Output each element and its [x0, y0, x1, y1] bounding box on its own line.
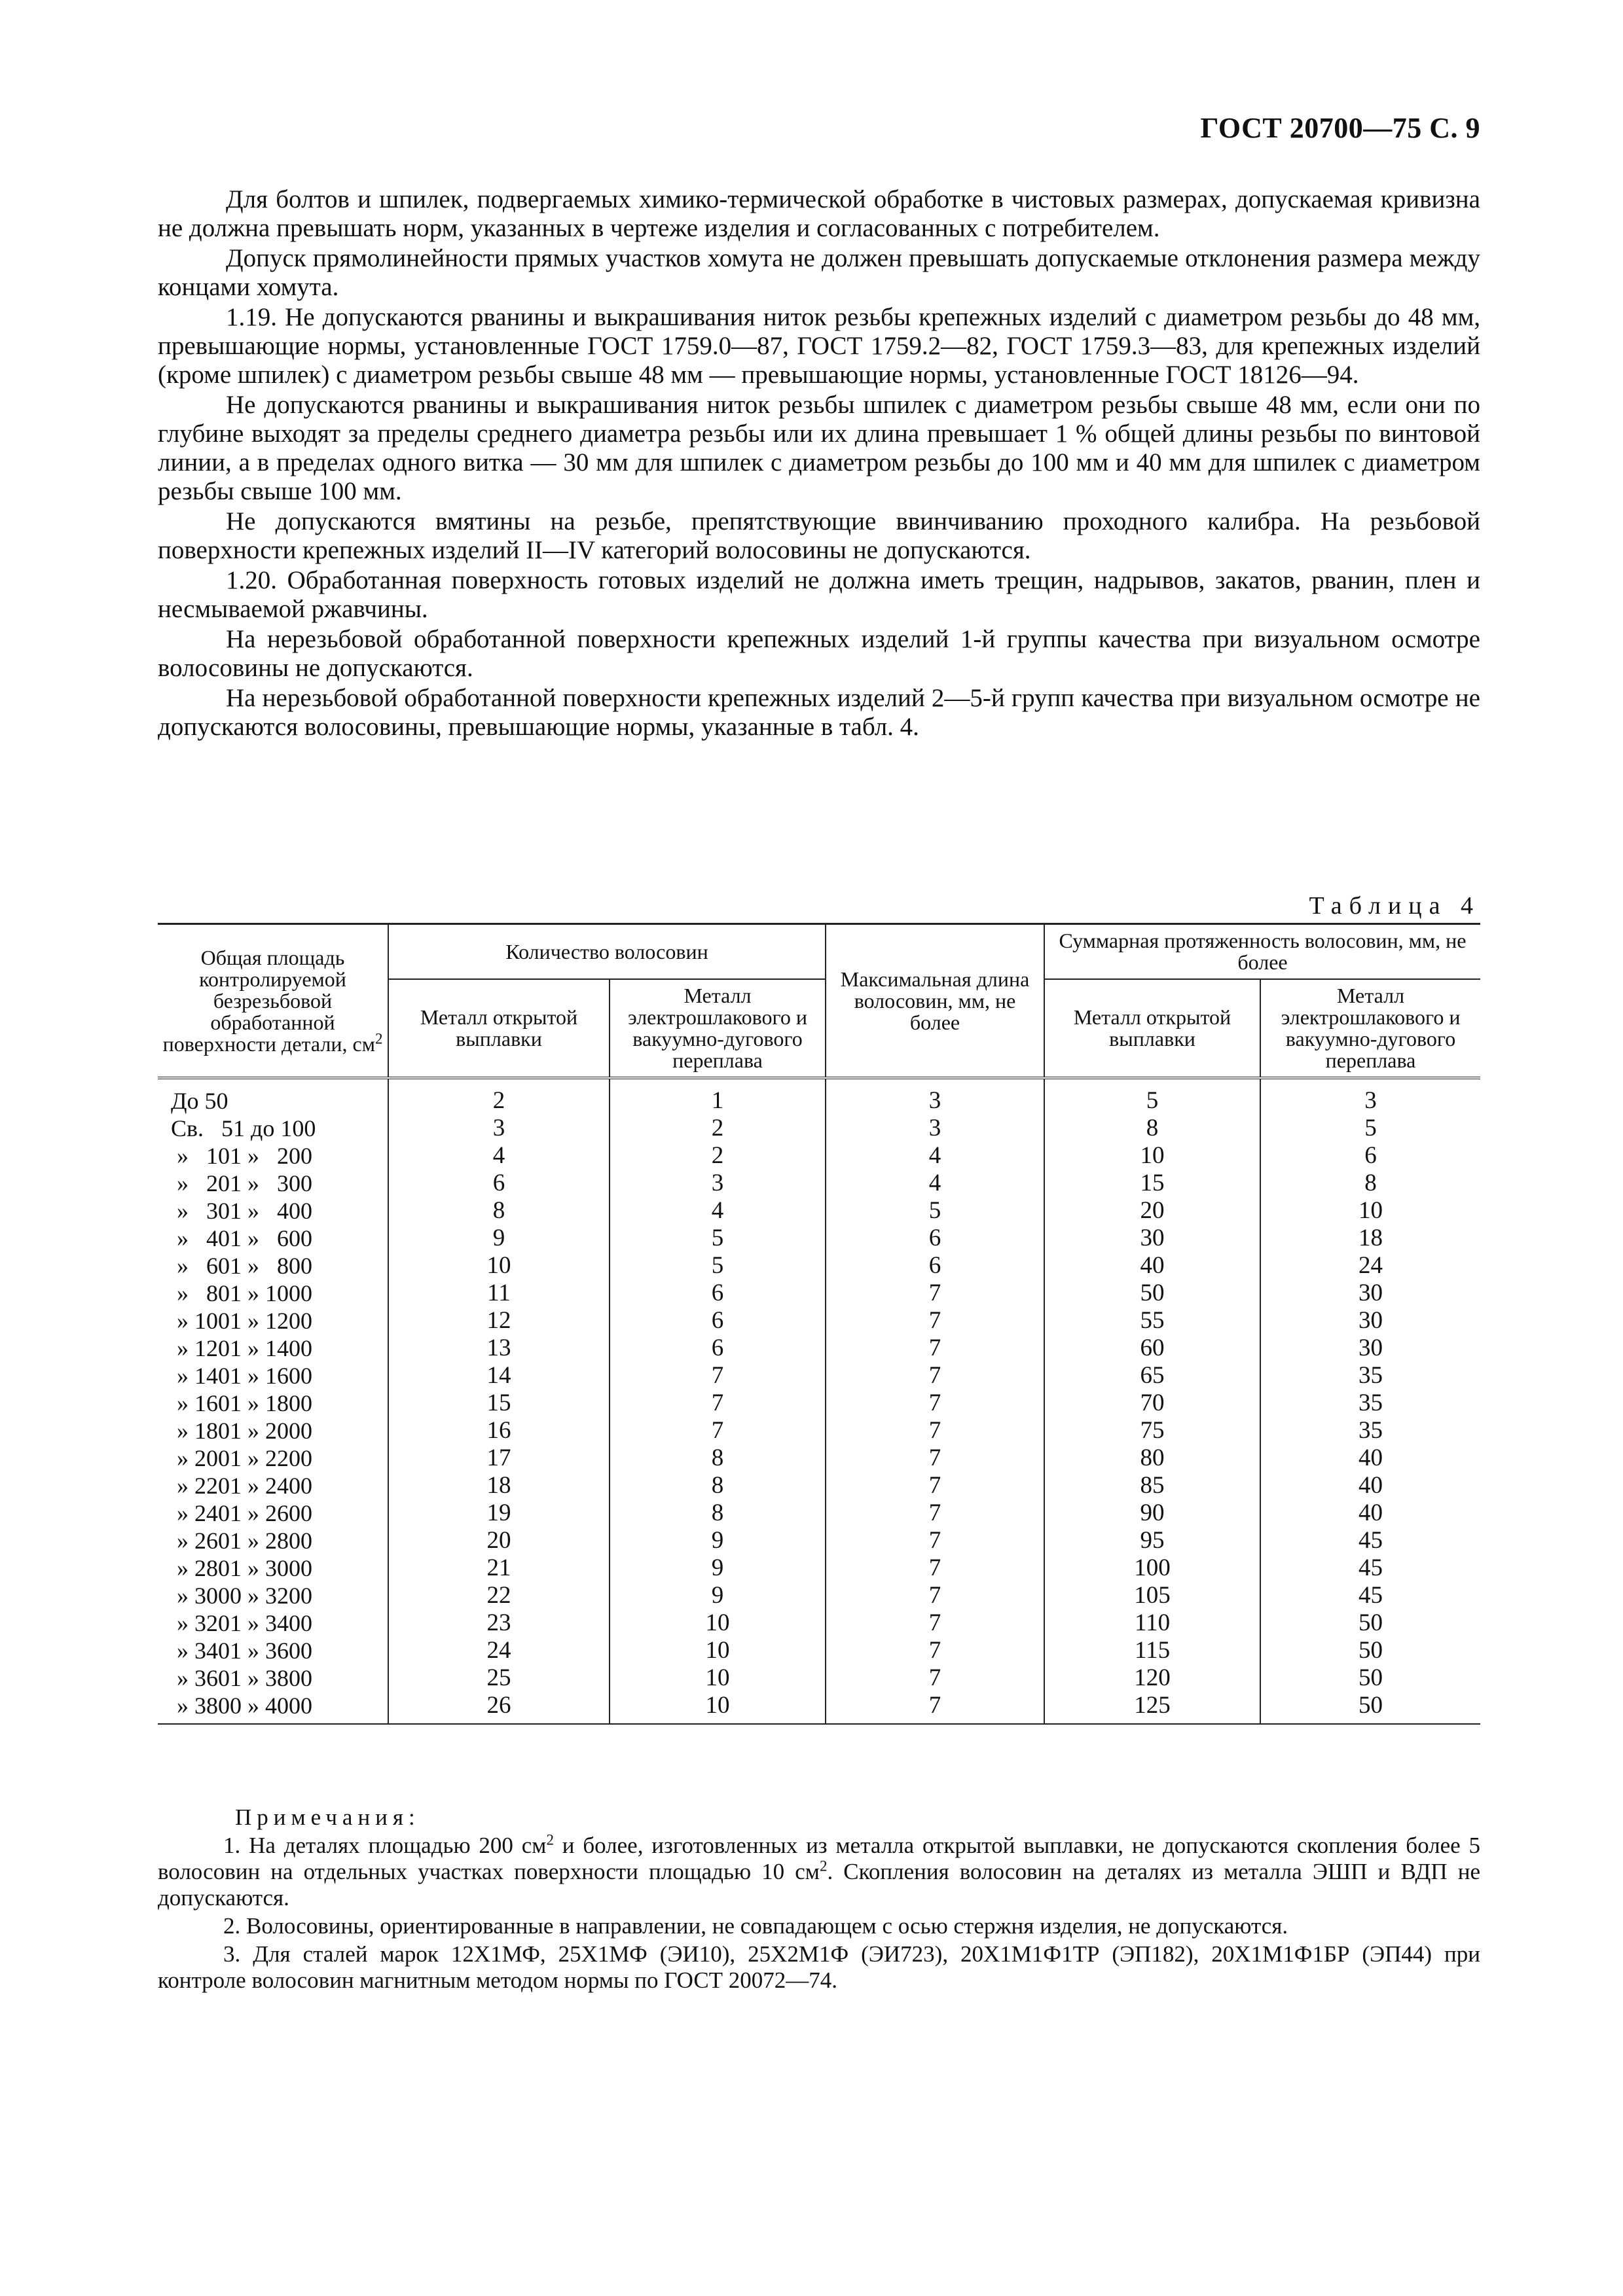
- cell-max-length: 7: [826, 1417, 1044, 1444]
- cell-total-remelt: 30: [1260, 1335, 1480, 1362]
- table-row: [158, 1078, 1480, 1115]
- cell-total-open-melt: 60: [1044, 1335, 1260, 1362]
- cell-count-remelt: 1: [610, 1078, 826, 1115]
- cell-area: » 3401 » 3600: [158, 1637, 388, 1664]
- cell-count-remelt: 8: [610, 1472, 826, 1499]
- cell-max-length: 7: [826, 1499, 1044, 1527]
- cell-area: » 1201 » 1400: [158, 1335, 388, 1362]
- cell-count-open-melt: 19: [388, 1499, 610, 1527]
- note-1: [158, 1833, 1480, 1911]
- note-2: 2. Волосовины, ориентированные в направлении, не совпадающем с осью стержня изделия, не допускаются.: [223, 1913, 1288, 1939]
- cell-max-length: 7: [826, 1582, 1044, 1609]
- paragraph: 1.19. Не допускаются рванины и выкрашивания ниток резьбы крепежных изделий с диаметром резьбы до 48 мм, превышающие нормы, установленные ГОСТ 1759.0—87, ГОСТ 1759.2—82, ГОСТ 1759.3—83, для крепежных изделий (кроме шпилек) с диаметром резьбы свыше 48 мм — превышающие нормы, установленные ГОСТ 18126—94.: [158, 303, 1480, 389]
- table-row: [158, 1390, 1480, 1417]
- table-row: [158, 1582, 1480, 1609]
- cell-area: » 1601 » 1800: [158, 1390, 388, 1417]
- table-row: [158, 1252, 1480, 1280]
- paragraph: На нерезьбовой обработанной поверхности крепежных изделий 2—5-й групп качества при визуальном осмотре не допускаются волосовины, превышающие нормы, указанные в табл. 4.: [158, 684, 1480, 741]
- cell-area: » 601 » 800: [158, 1252, 388, 1280]
- cell-total-remelt: 3: [1260, 1078, 1480, 1115]
- header-area-sup: 2: [374, 1030, 383, 1047]
- table-row: [158, 1609, 1480, 1637]
- cell-count-open-melt: 3: [388, 1115, 610, 1142]
- table-row: [158, 1444, 1480, 1472]
- table-row: [158, 1637, 1480, 1664]
- note-1-text-a: 1. На деталях площадью 200 см: [223, 1833, 547, 1858]
- note-1-sup-2: 2: [819, 1857, 828, 1874]
- hair-lines-table: [158, 923, 1480, 1725]
- cell-area: » 1801 » 2000: [158, 1417, 388, 1444]
- cell-count-remelt: 10: [610, 1664, 826, 1692]
- note-3: 3. Для сталей марок 12Х1МФ, 25Х1МФ (ЭИ10), 25Х2М1Ф (ЭИ723), 20Х1М1Ф1ТР (ЭП182), 20Х1М1Ф1БР (ЭП44) при контроле волосовин магнитным методом нормы по ГОСТ 20072—74.: [158, 1941, 1480, 1993]
- cell-count-open-melt: 16: [388, 1417, 610, 1444]
- cell-total-open-melt: 120: [1044, 1664, 1260, 1692]
- cell-area: » 3601 » 3800: [158, 1664, 388, 1692]
- table-row: [158, 1335, 1480, 1362]
- cell-area: » 2601 » 2800: [158, 1527, 388, 1554]
- cell-max-length: 7: [826, 1390, 1044, 1417]
- table-row: [158, 1692, 1480, 1724]
- paragraph: На нерезьбовой обработанной поверхности крепежных изделий 1-й группы качества при визуальном осмотре волосовины не допускаются.: [158, 625, 1480, 682]
- cell-total-remelt: 8: [1260, 1170, 1480, 1197]
- table-row: [158, 1417, 1480, 1444]
- cell-count-remelt: 5: [610, 1225, 826, 1252]
- cell-count-open-melt: 22: [388, 1582, 610, 1609]
- table-row: [158, 1499, 1480, 1527]
- paragraph: Не допускаются рванины и выкрашивания ниток резьбы шпилек с диаметром резьбы свыше 48 мм, если они по глубине выходят за пределы среднего диаметра резьбы или их длина превышает 1 % общей длины резьбы по винтовой линии, а в пределах одного витка — 30 мм для шпилек с диаметром резьбы до 100 мм и 40 мм для шпилек с диаметром резьбы свыше 100 мм.: [158, 391, 1480, 505]
- table-row: [158, 1362, 1480, 1390]
- cell-total-open-melt: 70: [1044, 1390, 1260, 1417]
- cell-count-remelt: 10: [610, 1609, 826, 1637]
- table-body: [158, 1078, 1480, 1724]
- page-header: ГОСТ 20700—75 С. 9: [1200, 112, 1480, 144]
- cell-total-remelt: 30: [1260, 1280, 1480, 1307]
- cell-count-open-melt: 13: [388, 1335, 610, 1362]
- cell-count-open-melt: 2: [388, 1078, 610, 1115]
- paragraph: Допуск прямолинейности прямых участков хомута не должен превышать допускаемые отклонения размера между концами хомута.: [158, 244, 1480, 301]
- cell-count-remelt: 2: [610, 1115, 826, 1142]
- cell-total-remelt: 35: [1260, 1390, 1480, 1417]
- table-row: [158, 1307, 1480, 1335]
- cell-count-remelt: 7: [610, 1362, 826, 1390]
- cell-total-remelt: 40: [1260, 1444, 1480, 1472]
- cell-total-open-melt: 115: [1044, 1637, 1260, 1664]
- cell-count-remelt: 8: [610, 1499, 826, 1527]
- cell-count-remelt: 6: [610, 1335, 826, 1362]
- cell-max-length: 6: [826, 1225, 1044, 1252]
- cell-area: » 3800 » 4000: [158, 1692, 388, 1724]
- cell-total-remelt: 50: [1260, 1609, 1480, 1637]
- cell-max-length: 4: [826, 1142, 1044, 1170]
- cell-total-remelt: 10: [1260, 1197, 1480, 1225]
- cell-max-length: 7: [826, 1307, 1044, 1335]
- cell-total-remelt: 40: [1260, 1472, 1480, 1499]
- header-max-length: Максимальная длина волосовин, мм, не более: [826, 924, 1044, 1079]
- cell-count-open-melt: 6: [388, 1170, 610, 1197]
- cell-count-open-melt: 20: [388, 1527, 610, 1554]
- header-count-group: Количество волосовин: [388, 924, 826, 980]
- cell-max-length: 6: [826, 1252, 1044, 1280]
- cell-total-open-melt: 100: [1044, 1554, 1260, 1582]
- cell-max-length: 7: [826, 1362, 1044, 1390]
- cell-total-open-melt: 20: [1044, 1197, 1260, 1225]
- cell-count-remelt: 7: [610, 1417, 826, 1444]
- note-1-text-c: . Скопления волосовин на деталях из металла ЭШП и ВДП не допускаются.: [158, 1859, 1480, 1910]
- header-total-group: Суммарная протяженность волосовин, мм, не более: [1044, 924, 1480, 980]
- notes: [158, 1804, 1480, 1996]
- cell-area: » 2001 » 2200: [158, 1444, 388, 1472]
- cell-count-open-melt: 4: [388, 1142, 610, 1170]
- cell-max-length: 7: [826, 1554, 1044, 1582]
- cell-count-open-melt: 12: [388, 1307, 610, 1335]
- cell-total-remelt: 30: [1260, 1307, 1480, 1335]
- cell-max-length: 7: [826, 1472, 1044, 1499]
- cell-total-remelt: 45: [1260, 1582, 1480, 1609]
- header-area: [158, 924, 388, 1079]
- cell-count-remelt: 7: [610, 1390, 826, 1417]
- table-row: [158, 1472, 1480, 1499]
- cell-count-remelt: 4: [610, 1197, 826, 1225]
- table-row: [158, 1280, 1480, 1307]
- cell-total-open-melt: 110: [1044, 1609, 1260, 1637]
- cell-max-length: 7: [826, 1280, 1044, 1307]
- table-row: [158, 1115, 1480, 1142]
- cell-max-length: 3: [826, 1078, 1044, 1115]
- note-1-text-b: и более, изготовленных из металла открытой выплавки, не допускаются скопления более 5 волосовин на отдельных участках поверхности площадью 10 см: [158, 1833, 1480, 1884]
- table-row: [158, 1664, 1480, 1692]
- paragraph: 1.20. Обработанная поверхность готовых изделий не должна иметь трещин, надрывов, закатов, рванин, плен и несмываемой ржавчины.: [158, 566, 1480, 623]
- cell-area: » 801 » 1000: [158, 1280, 388, 1307]
- cell-count-open-melt: 15: [388, 1390, 610, 1417]
- cell-total-open-melt: 75: [1044, 1417, 1260, 1444]
- header-count-remelt: Металл электрошлакового и вакуумно-дугового переплава: [610, 979, 826, 1078]
- cell-count-open-melt: 11: [388, 1280, 610, 1307]
- cell-total-remelt: 35: [1260, 1362, 1480, 1390]
- cell-count-remelt: 10: [610, 1637, 826, 1664]
- header-count-open-melt: Металл открытой выплавки: [388, 979, 610, 1078]
- cell-max-length: 4: [826, 1170, 1044, 1197]
- cell-total-open-melt: 80: [1044, 1444, 1260, 1472]
- table-row: [158, 1225, 1480, 1252]
- cell-max-length: 5: [826, 1197, 1044, 1225]
- cell-area: » 1401 » 1600: [158, 1362, 388, 1390]
- cell-max-length: 7: [826, 1335, 1044, 1362]
- cell-total-open-melt: 8: [1044, 1115, 1260, 1142]
- paragraph: Не допускаются вмятины на резьбе, препятствующие ввинчиванию проходного калибра. На резьбовой поверхности крепежных изделий II—IV категорий волосовины не допускаются.: [158, 507, 1480, 564]
- paragraph: Для болтов и шпилек, подвергаемых химико-термической обработке в чистовых размерах, допускаемая кривизна не должна превышать норм, указанных в чертеже изделия и согласованных с потребителем.: [158, 185, 1480, 242]
- header-area-text: Общая площадь контролируемой безрезьбовой обработанной поверхности детали, см: [162, 945, 375, 1056]
- cell-total-open-melt: 85: [1044, 1472, 1260, 1499]
- cell-total-open-melt: 40: [1044, 1252, 1260, 1280]
- table-4: [158, 923, 1480, 1725]
- cell-total-remelt: 18: [1260, 1225, 1480, 1252]
- cell-total-remelt: 50: [1260, 1692, 1480, 1724]
- cell-total-open-melt: 65: [1044, 1362, 1260, 1390]
- cell-area: » 3000 » 3200: [158, 1582, 388, 1609]
- cell-area: » 3201 » 3400: [158, 1609, 388, 1637]
- cell-count-open-melt: 17: [388, 1444, 610, 1472]
- cell-total-remelt: 45: [1260, 1527, 1480, 1554]
- cell-max-length: 7: [826, 1527, 1044, 1554]
- cell-count-remelt: 9: [610, 1527, 826, 1554]
- cell-total-remelt: 6: [1260, 1142, 1480, 1170]
- cell-count-remelt: 5: [610, 1252, 826, 1280]
- cell-count-remelt: 3: [610, 1170, 826, 1197]
- cell-area: До 50: [158, 1078, 388, 1115]
- cell-total-open-melt: 55: [1044, 1307, 1260, 1335]
- cell-max-length: 7: [826, 1444, 1044, 1472]
- cell-area: » 1001 » 1200: [158, 1307, 388, 1335]
- cell-max-length: 7: [826, 1692, 1044, 1724]
- cell-count-open-melt: 23: [388, 1609, 610, 1637]
- cell-total-remelt: 35: [1260, 1417, 1480, 1444]
- cell-total-open-melt: 5: [1044, 1078, 1260, 1115]
- cell-total-open-melt: 15: [1044, 1170, 1260, 1197]
- cell-count-open-melt: 10: [388, 1252, 610, 1280]
- table-row: [158, 1554, 1480, 1582]
- cell-total-remelt: 40: [1260, 1499, 1480, 1527]
- cell-total-remelt: 24: [1260, 1252, 1480, 1280]
- cell-total-remelt: 45: [1260, 1554, 1480, 1582]
- cell-total-remelt: 50: [1260, 1637, 1480, 1664]
- header-total-remelt: Металл электрошлакового и вакуумно-дугового переплава: [1260, 979, 1480, 1078]
- cell-count-open-melt: 18: [388, 1472, 610, 1499]
- cell-total-open-melt: 95: [1044, 1527, 1260, 1554]
- cell-total-open-melt: 10: [1044, 1142, 1260, 1170]
- cell-count-open-melt: 26: [388, 1692, 610, 1724]
- cell-area: Св. 51 до 100: [158, 1115, 388, 1142]
- cell-count-open-melt: 24: [388, 1637, 610, 1664]
- cell-count-open-melt: 14: [388, 1362, 610, 1390]
- cell-max-length: 7: [826, 1609, 1044, 1637]
- cell-total-open-melt: 105: [1044, 1582, 1260, 1609]
- cell-count-remelt: 6: [610, 1307, 826, 1335]
- cell-total-open-melt: 30: [1044, 1225, 1260, 1252]
- note-1-sup-1: 2: [546, 1831, 554, 1848]
- cell-max-length: 3: [826, 1115, 1044, 1142]
- cell-area: » 101 » 200: [158, 1142, 388, 1170]
- cell-total-remelt: 50: [1260, 1664, 1480, 1692]
- cell-max-length: 7: [826, 1637, 1044, 1664]
- cell-area: » 301 » 400: [158, 1197, 388, 1225]
- cell-area: » 2201 » 2400: [158, 1472, 388, 1499]
- cell-count-remelt: 6: [610, 1280, 826, 1307]
- cell-area: » 2401 » 2600: [158, 1499, 388, 1527]
- cell-max-length: 7: [826, 1664, 1044, 1692]
- notes-title: Примечания:: [235, 1804, 420, 1830]
- table-row: [158, 1527, 1480, 1554]
- header-total-open-melt: Металл открытой выплавки: [1044, 979, 1260, 1078]
- cell-total-remelt: 5: [1260, 1115, 1480, 1142]
- table-row: [158, 1170, 1480, 1197]
- cell-area: » 2801 » 3000: [158, 1554, 388, 1582]
- table-row: [158, 1142, 1480, 1170]
- cell-count-open-melt: 9: [388, 1225, 610, 1252]
- cell-count-open-melt: 21: [388, 1554, 610, 1582]
- cell-count-remelt: 9: [610, 1554, 826, 1582]
- cell-count-remelt: 8: [610, 1444, 826, 1472]
- cell-count-remelt: 2: [610, 1142, 826, 1170]
- cell-count-remelt: 10: [610, 1692, 826, 1724]
- cell-area: » 201 » 300: [158, 1170, 388, 1197]
- cell-total-open-melt: 90: [1044, 1499, 1260, 1527]
- cell-count-remelt: 9: [610, 1582, 826, 1609]
- table-row: [158, 1197, 1480, 1225]
- cell-area: » 401 » 600: [158, 1225, 388, 1252]
- cell-count-open-melt: 25: [388, 1664, 610, 1692]
- cell-total-open-melt: 125: [1044, 1692, 1260, 1724]
- cell-total-open-melt: 50: [1044, 1280, 1260, 1307]
- body-text: [158, 185, 1480, 743]
- table-caption: Таблица 4: [1309, 892, 1480, 920]
- cell-count-open-melt: 8: [388, 1197, 610, 1225]
